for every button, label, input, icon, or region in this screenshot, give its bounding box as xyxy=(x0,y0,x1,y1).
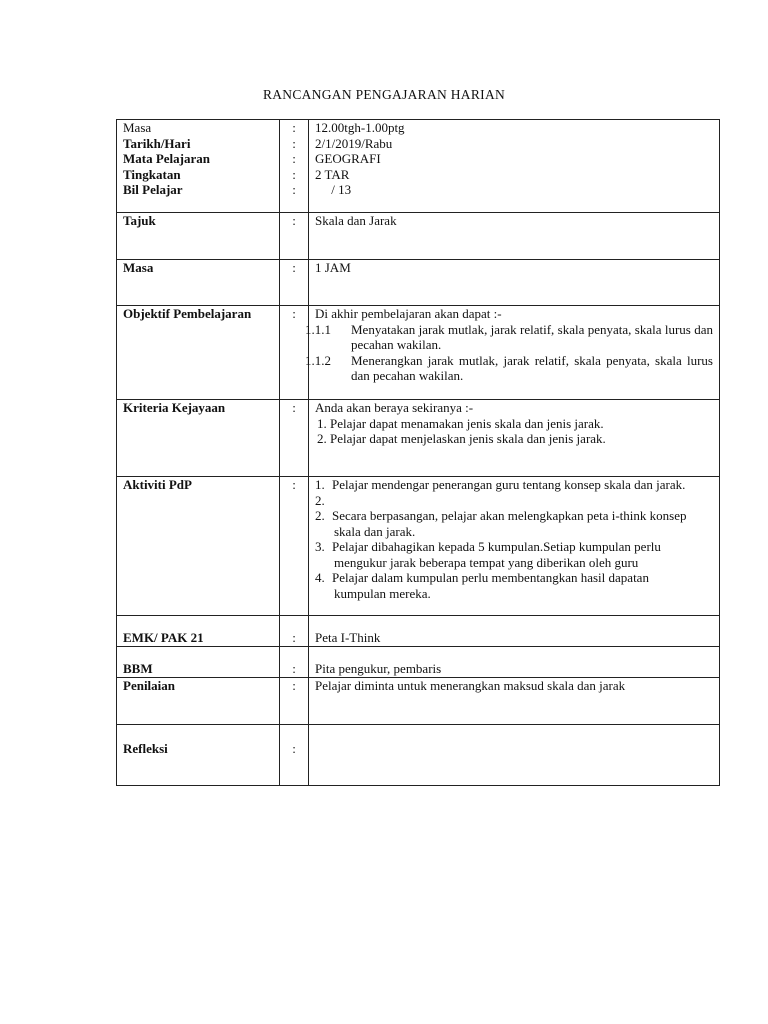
list-item xyxy=(315,477,713,493)
tajuk-value: Skala dan Jarak xyxy=(315,213,397,228)
emk-label: EMK/ PAK 21 xyxy=(123,630,204,645)
table-row-refleksi xyxy=(117,725,720,786)
table-row-kriteria xyxy=(117,400,720,477)
kriteria-intro: Anda akan beraya sekiranya :- xyxy=(315,400,474,415)
list-item xyxy=(315,570,713,601)
colon: : xyxy=(292,151,296,166)
colon: : xyxy=(292,400,296,415)
list-item-number: 2. xyxy=(315,508,325,523)
list-item-text-continued: kumpulan mereka. xyxy=(334,585,431,601)
mata-pelajaran-label: Mata Pelajaran xyxy=(123,151,211,166)
penilaian-value: Pelajar diminta untuk menerangkan maksud skala dan jarak xyxy=(315,678,626,693)
penilaian-label: Penilaian xyxy=(123,678,176,693)
objektif-item xyxy=(305,322,713,353)
objektif-item xyxy=(305,353,713,384)
bil-pelajar-label: Bil Pelajar xyxy=(123,182,183,197)
tarikh-label: Tarikh/Hari xyxy=(123,135,191,151)
colon: : xyxy=(292,630,296,645)
refleksi-label: Refleksi xyxy=(123,741,168,756)
list-item xyxy=(315,493,713,509)
table-row-aktiviti xyxy=(117,477,720,616)
objektif-item-number: 1.1.2 xyxy=(305,352,331,368)
kriteria-label: Kriteria Kejayaan xyxy=(123,400,226,415)
colon: : xyxy=(292,678,296,693)
list-item-text-continued: mengukur jarak beberapa tempat yang diberikan oleh guru xyxy=(334,554,639,570)
bbm-label: BBM xyxy=(123,661,153,676)
colon: : xyxy=(292,306,296,321)
list-item-text xyxy=(332,493,713,509)
objektif-label: Objektif Pembelajaran xyxy=(123,306,252,321)
aktiviti-label: Aktiviti PdP xyxy=(123,477,192,492)
list-item xyxy=(315,508,713,539)
list-item-text: Pelajar mendengar penerangan guru tentang konsep skala dan jarak. xyxy=(332,477,686,492)
tingkatan-value: 2 TAR xyxy=(315,166,350,182)
header-colon-cell xyxy=(280,120,309,213)
kriteria-item: 1. Pelajar dapat menamakan jenis skala dan jenis jarak. xyxy=(317,415,604,431)
list-item-text: Secara berpasangan, pelajar akan melengkapkan peta i-think konsep xyxy=(332,508,687,523)
list-item-number: 4. xyxy=(315,570,325,585)
colon: : xyxy=(292,477,296,492)
table-row-tajuk xyxy=(117,213,720,260)
masa-row-value: 1 JAM xyxy=(315,260,351,275)
objektif-item-number: 1.1.1 xyxy=(305,321,331,337)
colon: : xyxy=(292,260,296,275)
objektif-intro: Di akhir pembelajaran akan dapat :- xyxy=(315,306,502,321)
list-item-text: Pelajar dalam kumpulan perlu membentangkan hasil dapatan xyxy=(332,570,649,585)
list-item-number: 1. xyxy=(315,477,325,492)
aktiviti-list xyxy=(315,477,713,601)
colon: : xyxy=(292,182,296,197)
list-item-number: 2. xyxy=(315,492,325,508)
list-item-number: 3. xyxy=(315,539,325,554)
objektif-item-text: Menerangkan jarak mutlak, jarak relatif, skala penyata, skala lurus dan pecahan wakilan. xyxy=(351,352,713,383)
mata-pelajaran-value: GEOGRAFI xyxy=(315,151,381,166)
objektif-item-text: Menyatakan jarak mutlak, jarak relatif, skala penyata, skala lurus dan pecahan wakilan. xyxy=(351,321,713,352)
header-labels-cell xyxy=(117,120,280,213)
table-row-header-info xyxy=(117,120,720,213)
list-item-text: Pelajar dibahagikan kepada 5 kumpulan.Setiap kumpulan perlu xyxy=(332,539,661,554)
bil-pelajar-value: / 13 xyxy=(315,182,352,197)
table-row-masa xyxy=(117,260,720,306)
tingkatan-label: Tingkatan xyxy=(123,166,181,182)
colon: : xyxy=(292,741,296,756)
lesson-plan-table xyxy=(116,119,720,786)
tarikh-value: 2/1/2019/Rabu xyxy=(315,135,393,151)
document-title: RANCANGAN PENGAJARAN HARIAN xyxy=(262,87,506,102)
masa-value: 12.00tgh-1.00ptg xyxy=(315,120,405,135)
colon: : xyxy=(292,135,296,151)
list-item xyxy=(315,539,713,570)
colon: : xyxy=(292,213,296,228)
table-row-penilaian xyxy=(117,678,720,725)
colon: : xyxy=(292,661,296,676)
tajuk-label: Tajuk xyxy=(123,213,156,228)
kriteria-item: 2. Pelajar dapat menjelaskan jenis skala dan jenis jarak. xyxy=(317,431,606,446)
table-row-emk xyxy=(117,616,720,647)
colon: : xyxy=(292,120,296,135)
table-row-objektif xyxy=(117,306,720,400)
table-row-bbm xyxy=(117,647,720,678)
emk-value: Peta I-Think xyxy=(315,630,381,645)
masa-row-label: Masa xyxy=(123,260,154,275)
colon: : xyxy=(292,166,296,182)
bbm-value: Pita pengukur, pembaris xyxy=(315,661,442,676)
header-values-cell xyxy=(309,120,720,213)
list-item-text-continued: skala dan jarak. xyxy=(334,523,416,539)
masa-label: Masa xyxy=(123,120,152,135)
